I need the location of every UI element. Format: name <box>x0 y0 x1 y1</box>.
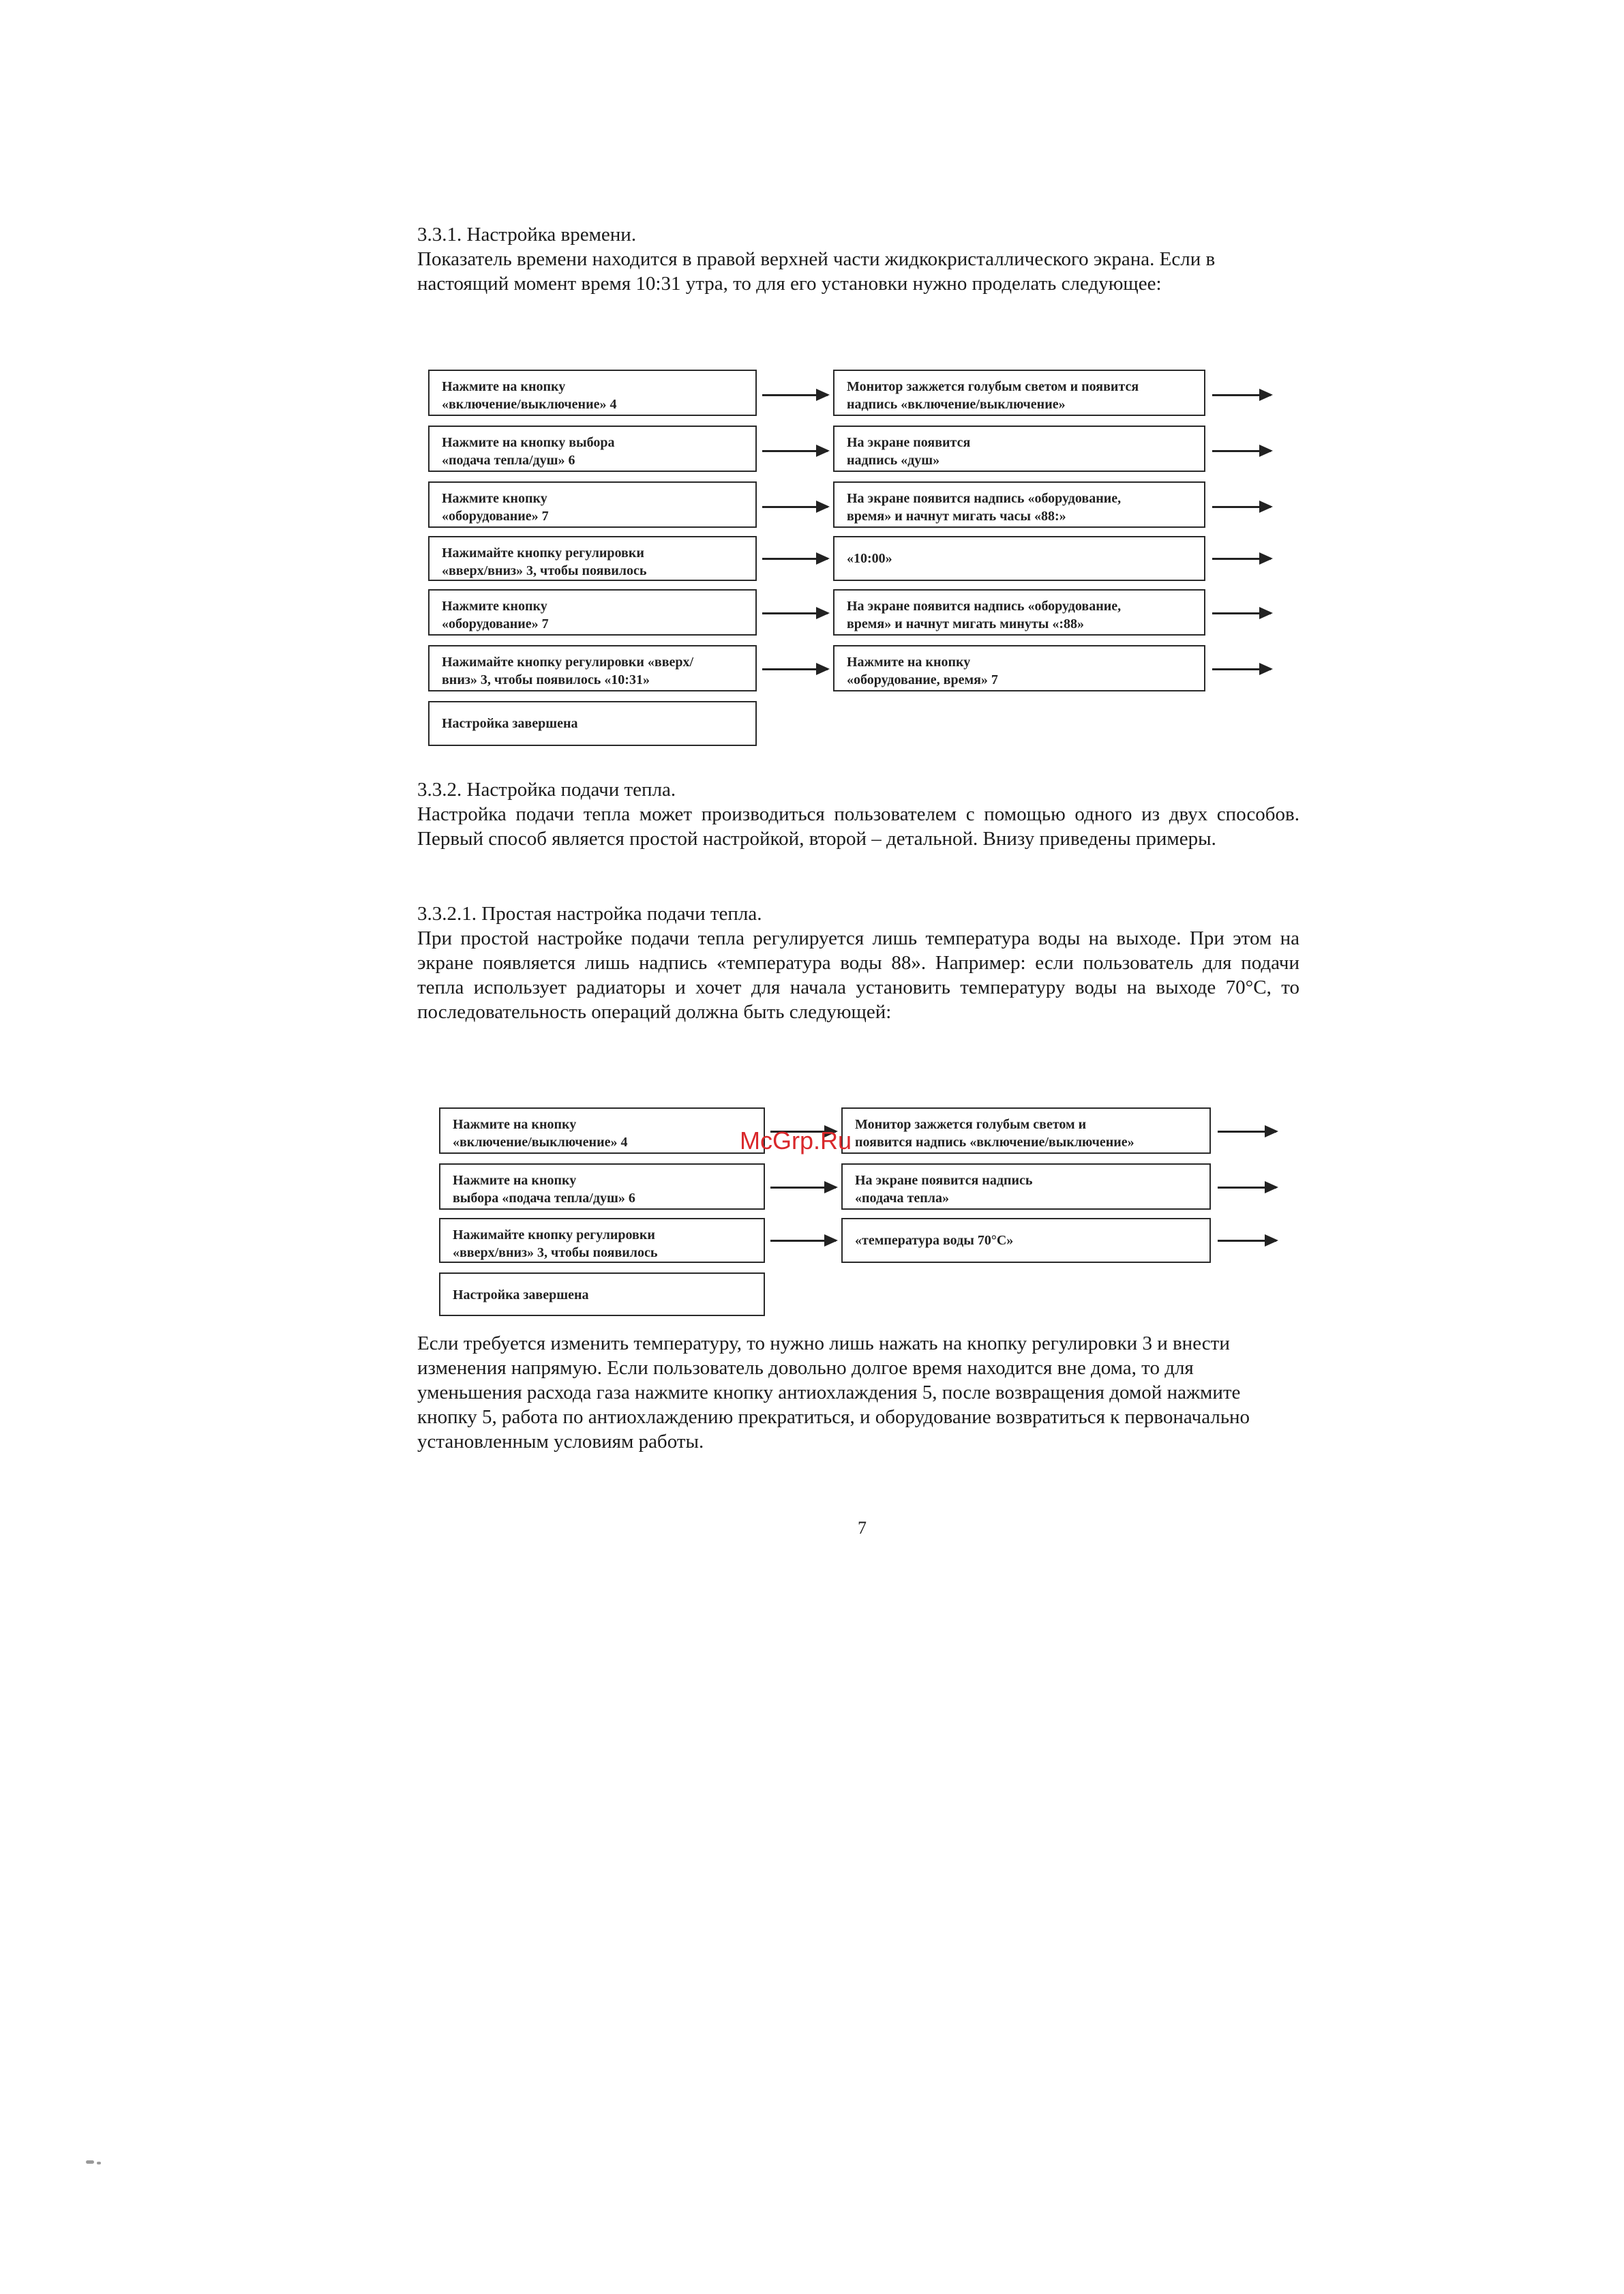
flow2-trail-arrow-3 <box>1218 1240 1276 1242</box>
flow1-step-5: Нажмите кнопку «оборудование» 7 <box>428 589 757 636</box>
flow1-trail-arrow-1 <box>1212 394 1271 396</box>
flow1-arrow-5 <box>762 612 828 614</box>
flow1-step-done: Настройка завершена <box>428 701 757 746</box>
flow2-step-2: Нажмите на кнопку выбора «подача тепла/душ» 6 <box>439 1163 765 1210</box>
flow2-step-1: Нажмите на кнопку «включение/выключение» 4 <box>439 1107 765 1154</box>
flow2-result-3: «температура воды 70°С» <box>841 1218 1211 1263</box>
closing-paragraph: Если требуется изменить температуру, то нужно лишь нажать на кнопку регулировки 3 и внести изменения напрямую. Если пользователь довольно долгое время находится вне дома, то для уменьшения расхода газа нажмите кнопку антиохлаждения 5, после возвращения домой нажмите кнопку 5, работа по антиохлаждению прекратиться, и оборудование возвратиться к первоначально установленным условиям работы. <box>417 1332 1250 1453</box>
section-text-heat: Настройка подачи тепла может производиться пользователем с помощью одного из двух способов. Первый способ является простой настройкой, второй – детальной. Внизу приведены примеры. <box>417 803 1299 850</box>
flow1-step-2: Нажмите на кнопку выбора «подача тепла/душ» 6 <box>428 426 757 472</box>
flow1-trail-arrow-3 <box>1212 506 1271 508</box>
flow2-arrow-2 <box>770 1187 836 1189</box>
flow1-trail-arrow-6 <box>1212 668 1271 670</box>
section-text-simple-heat: При простой настройке подачи тепла регулируется лишь температура воды на выходе. При этом на экране появляется лишь надпись «температура воды 88». Например: если пользователь для подачи тепла использует радиаторы и хочет для начала установить температуру воды на выходе 70°С, то последовательность операций должна быть следующей: <box>417 927 1299 1023</box>
flow1-result-6: Нажмите на кнопку «оборудование, время» 7 <box>833 645 1205 691</box>
section-title-heat: 3.3.2. Настройка подачи тепла. <box>417 779 676 801</box>
flow1-trail-arrow-5 <box>1212 612 1271 614</box>
flow1-step-6: Нажимайте кнопку регулировки «вверх/ вниз» 3, чтобы появилось «10:31» <box>428 645 757 691</box>
watermark-logo: McGrp.Ru <box>740 1127 852 1155</box>
flow2-step-done: Настройка завершена <box>439 1272 765 1316</box>
flow2-result-2: На экране появится надпись «подача тепла» <box>841 1163 1211 1210</box>
flow1-step-4: Нажимайте кнопку регулировки «вверх/вниз» 3, чтобы появилось <box>428 536 757 581</box>
flow2-step-3: Нажимайте кнопку регулировки «вверх/вниз» 3, чтобы появилось <box>439 1218 765 1263</box>
flow1-trail-arrow-2 <box>1212 450 1271 452</box>
section-title-time: 3.3.1. Настройка времени. <box>417 224 637 245</box>
flow1-arrow-1 <box>762 394 828 396</box>
flow1-step-1: Нажмите на кнопку «включение/выключение» 4 <box>428 370 757 416</box>
page-number: 7 <box>858 1518 867 1538</box>
flow1-result-1: Монитор зажжется голубым светом и появится надпись «включение/выключение» <box>833 370 1205 416</box>
flow2-arrow-3 <box>770 1240 836 1242</box>
flow2-trail-arrow-2 <box>1218 1187 1276 1189</box>
flow2-result-1: Монитор зажжется голубым светом и появится надпись «включение/выключение» <box>841 1107 1211 1154</box>
section-intro-time: Показатель времени находится в правой верхней части жидкокристаллического экрана. Если в настоящий момент время 10:31 утра, то для его установки нужно проделать следующее: <box>417 248 1216 295</box>
flow1-arrow-3 <box>762 506 828 508</box>
flow2-trail-arrow-1 <box>1218 1131 1276 1133</box>
scan-smudge <box>97 2162 101 2164</box>
flow1-arrow-6 <box>762 668 828 670</box>
flow1-result-2: На экране появится надпись «душ» <box>833 426 1205 472</box>
flow1-result-3: На экране появится надпись «оборудование, время» и начнут мигать часы «88:» <box>833 481 1205 528</box>
scan-smudge <box>86 2160 94 2164</box>
flow1-arrow-2 <box>762 450 828 452</box>
flow1-trail-arrow-4 <box>1212 558 1271 560</box>
flow1-result-5: На экране появится надпись «оборудование, время» и начнут мигать минуты «:88» <box>833 589 1205 636</box>
section-title-simple-heat: 3.3.2.1. Простая настройка подачи тепла. <box>417 903 762 925</box>
flow1-arrow-4 <box>762 558 828 560</box>
flow1-step-3: Нажмите кнопку «оборудование» 7 <box>428 481 757 528</box>
flow1-result-4: «10:00» <box>833 536 1205 581</box>
